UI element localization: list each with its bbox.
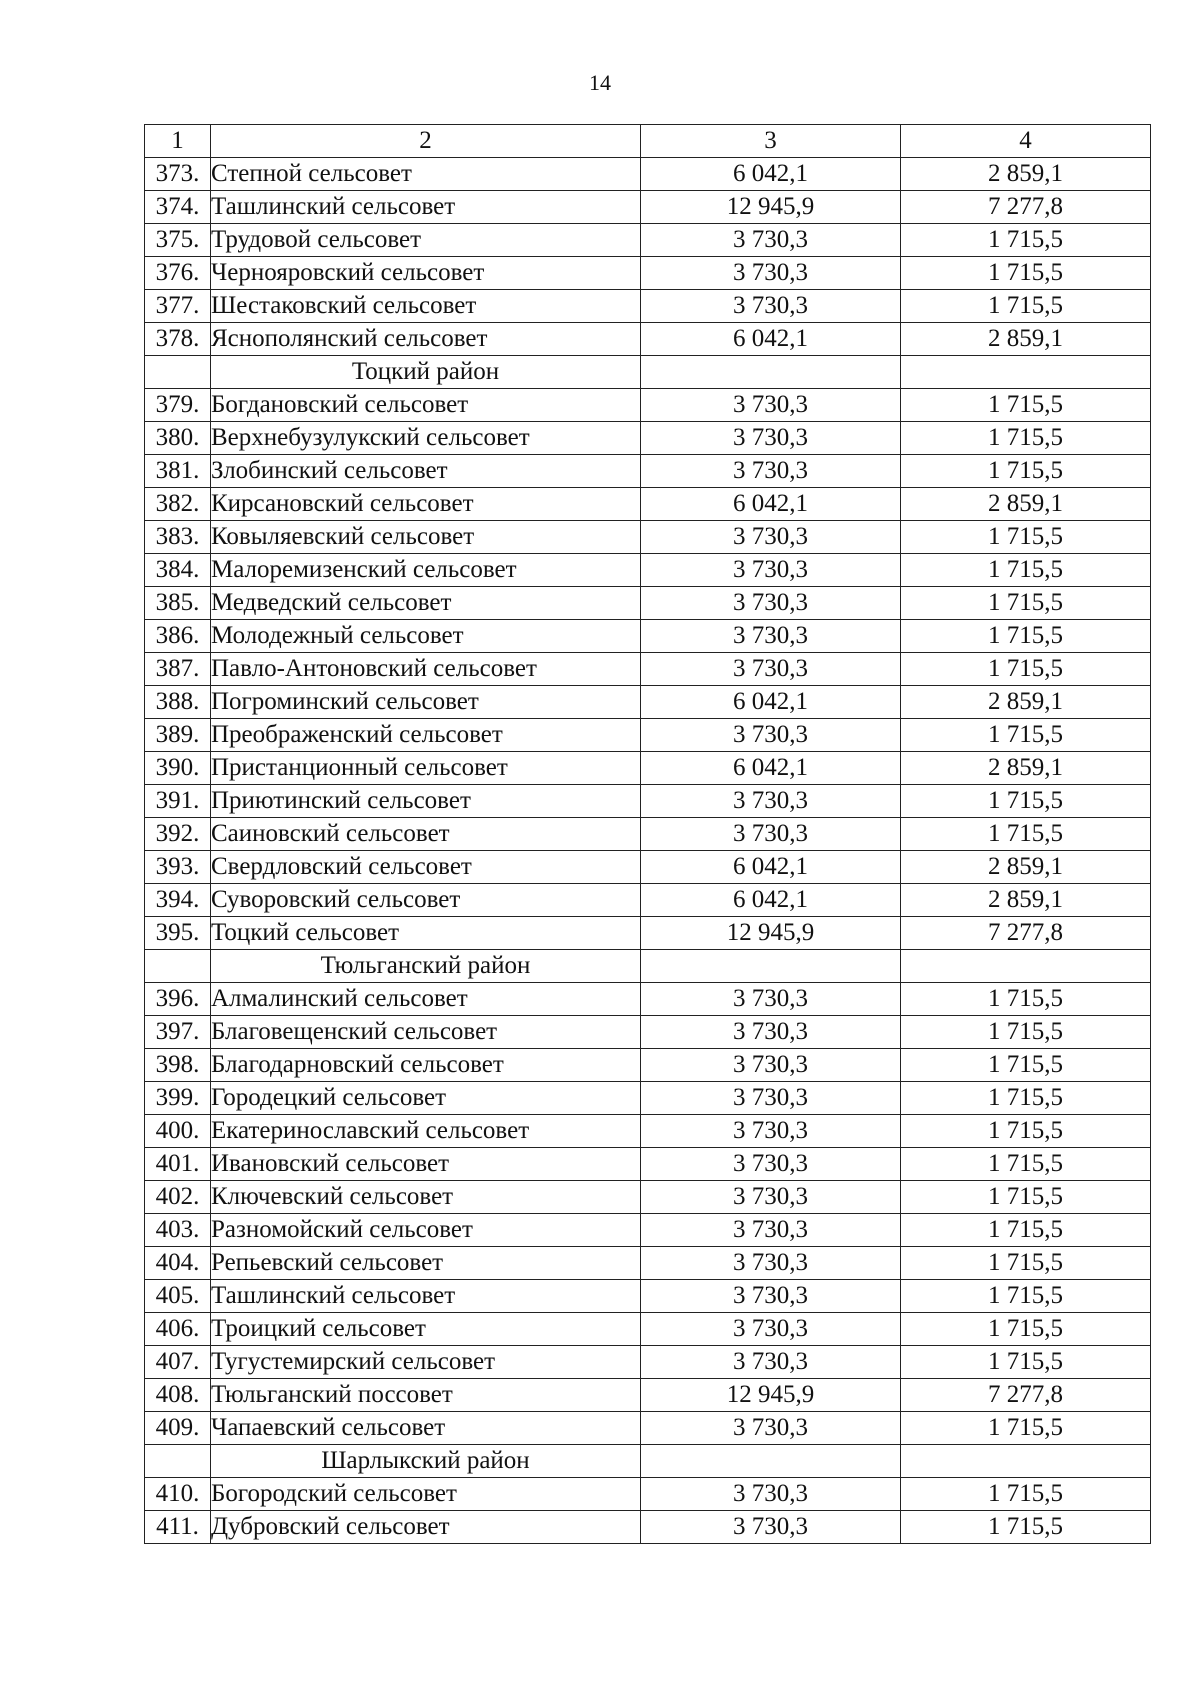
table-row (145, 554, 1151, 587)
value-column-3: 3 730,3 (641, 1313, 901, 1346)
table-row (145, 191, 1151, 224)
row-number: 398. (145, 1049, 211, 1082)
row-number: 381. (145, 455, 211, 488)
settlement-name: Ивановский сельсовет (211, 1148, 641, 1181)
value-column-3: 3 730,3 (641, 1478, 901, 1511)
table-row (145, 1478, 1151, 1511)
row-number: 388. (145, 686, 211, 719)
row-number: 393. (145, 851, 211, 884)
value-column-4: 1 715,5 (901, 785, 1151, 818)
value-column-3: 6 042,1 (641, 851, 901, 884)
district-empty-cell (145, 356, 211, 389)
value-column-3: 3 730,3 (641, 983, 901, 1016)
table-row (145, 224, 1151, 257)
row-number: 386. (145, 620, 211, 653)
table-row (145, 257, 1151, 290)
settlement-name: Трудовой сельсовет (211, 224, 641, 257)
value-column-3: 3 730,3 (641, 224, 901, 257)
value-column-3: 3 730,3 (641, 1049, 901, 1082)
district-name: Тоцкий район (211, 356, 641, 389)
row-number: 389. (145, 719, 211, 752)
value-column-3: 3 730,3 (641, 389, 901, 422)
value-column-4: 2 859,1 (901, 752, 1151, 785)
settlement-name: Троицкий сельсовет (211, 1313, 641, 1346)
row-number: 375. (145, 224, 211, 257)
value-column-4: 1 715,5 (901, 983, 1151, 1016)
settlement-name: Чапаевский сельсовет (211, 1412, 641, 1445)
row-number: 396. (145, 983, 211, 1016)
page-number: 14 (589, 70, 611, 95)
table-row (145, 1511, 1151, 1544)
table-row (145, 1082, 1151, 1115)
value-column-3: 3 730,3 (641, 257, 901, 290)
row-number: 405. (145, 1280, 211, 1313)
value-column-3: 12 945,9 (641, 1379, 901, 1412)
header-cell-3: 3 (641, 125, 901, 158)
table-row (145, 1214, 1151, 1247)
settlement-name: Ташлинский сельсовет (211, 1280, 641, 1313)
value-column-3: 3 730,3 (641, 1148, 901, 1181)
value-column-4: 1 715,5 (901, 1313, 1151, 1346)
row-number: 410. (145, 1478, 211, 1511)
value-column-3: 3 730,3 (641, 1082, 901, 1115)
value-column-4: 1 715,5 (901, 587, 1151, 620)
table-row (145, 851, 1151, 884)
table-row (145, 1181, 1151, 1214)
value-column-3: 3 730,3 (641, 719, 901, 752)
row-number: 385. (145, 587, 211, 620)
value-column-4: 1 715,5 (901, 290, 1151, 323)
district-empty-cell (901, 356, 1151, 389)
settlement-name: Тоцкий сельсовет (211, 917, 641, 950)
data-table (144, 124, 1151, 1544)
table-row (145, 1379, 1151, 1412)
value-column-4: 1 715,5 (901, 818, 1151, 851)
table-row (145, 884, 1151, 917)
settlement-name: Суворовский сельсовет (211, 884, 641, 917)
value-column-3: 3 730,3 (641, 422, 901, 455)
value-column-4: 1 715,5 (901, 455, 1151, 488)
settlement-name: Свердловский сельсовет (211, 851, 641, 884)
settlement-name: Чернояровский сельсовет (211, 257, 641, 290)
value-column-3: 3 730,3 (641, 1280, 901, 1313)
table-row (145, 1313, 1151, 1346)
value-column-4: 1 715,5 (901, 1115, 1151, 1148)
row-number: 377. (145, 290, 211, 323)
settlement-name: Малоремизенский сельсовет (211, 554, 641, 587)
row-number: 411. (145, 1511, 211, 1544)
value-column-4: 1 715,5 (901, 1181, 1151, 1214)
district-name: Шарлыкский район (211, 1445, 641, 1478)
table-row (145, 686, 1151, 719)
value-column-3: 6 042,1 (641, 488, 901, 521)
value-column-4: 1 715,5 (901, 1148, 1151, 1181)
value-column-3: 3 730,3 (641, 1115, 901, 1148)
district-empty-cell (641, 950, 901, 983)
table-row (145, 488, 1151, 521)
value-column-4: 2 859,1 (901, 851, 1151, 884)
table-row (145, 818, 1151, 851)
settlement-name: Злобинский сельсовет (211, 455, 641, 488)
value-column-3: 3 730,3 (641, 1346, 901, 1379)
settlement-name: Ключевский сельсовет (211, 1181, 641, 1214)
value-column-4: 1 715,5 (901, 1346, 1151, 1379)
value-column-3: 3 730,3 (641, 290, 901, 323)
settlement-name: Богдановский сельсовет (211, 389, 641, 422)
table-row (145, 323, 1151, 356)
value-column-3: 3 730,3 (641, 587, 901, 620)
table-row (145, 521, 1151, 554)
settlement-name: Ташлинский сельсовет (211, 191, 641, 224)
value-column-4: 1 715,5 (901, 1247, 1151, 1280)
row-number: 382. (145, 488, 211, 521)
row-number: 376. (145, 257, 211, 290)
settlement-name: Ковыляевский сельсовет (211, 521, 641, 554)
district-row (145, 356, 1151, 389)
value-column-4: 1 715,5 (901, 224, 1151, 257)
value-column-3: 3 730,3 (641, 653, 901, 686)
table-row (145, 455, 1151, 488)
settlement-name: Тюльганский поссовет (211, 1379, 641, 1412)
row-number: 400. (145, 1115, 211, 1148)
settlement-name: Алмалинский сельсовет (211, 983, 641, 1016)
row-number: 373. (145, 158, 211, 191)
row-number: 383. (145, 521, 211, 554)
row-number: 406. (145, 1313, 211, 1346)
settlement-name: Екатеринославский сельсовет (211, 1115, 641, 1148)
settlement-name: Шестаковский сельсовет (211, 290, 641, 323)
row-number: 401. (145, 1148, 211, 1181)
settlement-name: Преображенский сельсовет (211, 719, 641, 752)
value-column-3: 3 730,3 (641, 1412, 901, 1445)
table-row (145, 752, 1151, 785)
table-row (145, 620, 1151, 653)
row-number: 408. (145, 1379, 211, 1412)
value-column-4: 7 277,8 (901, 191, 1151, 224)
settlement-name: Степной сельсовет (211, 158, 641, 191)
value-column-4: 1 715,5 (901, 653, 1151, 686)
settlement-name: Благовещенский сельсовет (211, 1016, 641, 1049)
table-row (145, 290, 1151, 323)
value-column-4: 1 715,5 (901, 1214, 1151, 1247)
row-number: 392. (145, 818, 211, 851)
value-column-3: 12 945,9 (641, 191, 901, 224)
value-column-4: 1 715,5 (901, 422, 1151, 455)
settlement-name: Тугустемирский сельсовет (211, 1346, 641, 1379)
value-column-4: 1 715,5 (901, 719, 1151, 752)
row-number: 378. (145, 323, 211, 356)
value-column-4: 1 715,5 (901, 1280, 1151, 1313)
value-column-4: 1 715,5 (901, 1082, 1151, 1115)
settlement-name: Медведский сельсовет (211, 587, 641, 620)
table-row (145, 1016, 1151, 1049)
value-column-4: 1 715,5 (901, 521, 1151, 554)
settlement-name: Приютинский сельсовет (211, 785, 641, 818)
table-row (145, 785, 1151, 818)
value-column-4: 2 859,1 (901, 158, 1151, 191)
row-number: 380. (145, 422, 211, 455)
value-column-4: 1 715,5 (901, 1478, 1151, 1511)
value-column-3: 6 042,1 (641, 752, 901, 785)
settlement-name: Репьевский сельсовет (211, 1247, 641, 1280)
row-number: 409. (145, 1412, 211, 1445)
row-number: 379. (145, 389, 211, 422)
value-column-4: 2 859,1 (901, 884, 1151, 917)
row-number: 390. (145, 752, 211, 785)
value-column-3: 3 730,3 (641, 554, 901, 587)
row-number: 395. (145, 917, 211, 950)
row-number: 402. (145, 1181, 211, 1214)
settlement-name: Погроминский сельсовет (211, 686, 641, 719)
value-column-4: 1 715,5 (901, 1412, 1151, 1445)
value-column-4: 1 715,5 (901, 1049, 1151, 1082)
table-body (145, 125, 1151, 1544)
district-name: Тюльганский район (211, 950, 641, 983)
table-row (145, 422, 1151, 455)
value-column-3: 3 730,3 (641, 455, 901, 488)
settlement-name: Яснополянский сельсовет (211, 323, 641, 356)
value-column-3: 3 730,3 (641, 521, 901, 554)
value-column-3: 6 042,1 (641, 884, 901, 917)
district-row (145, 950, 1151, 983)
district-empty-cell (641, 1445, 901, 1478)
row-number: 387. (145, 653, 211, 686)
value-column-3: 6 042,1 (641, 158, 901, 191)
row-number: 374. (145, 191, 211, 224)
row-number: 391. (145, 785, 211, 818)
row-number: 404. (145, 1247, 211, 1280)
table-row (145, 1346, 1151, 1379)
value-column-4: 7 277,8 (901, 1379, 1151, 1412)
settlement-name: Дубровский сельсовет (211, 1511, 641, 1544)
table-row (145, 983, 1151, 1016)
value-column-3: 3 730,3 (641, 1511, 901, 1544)
table-row (145, 1115, 1151, 1148)
table-row (145, 917, 1151, 950)
value-column-3: 12 945,9 (641, 917, 901, 950)
value-column-4: 1 715,5 (901, 1511, 1151, 1544)
table-row (145, 1049, 1151, 1082)
district-row (145, 1445, 1151, 1478)
table-row (145, 719, 1151, 752)
row-number: 384. (145, 554, 211, 587)
row-number: 394. (145, 884, 211, 917)
value-column-4: 7 277,8 (901, 917, 1151, 950)
value-column-3: 3 730,3 (641, 1214, 901, 1247)
value-column-3: 3 730,3 (641, 1181, 901, 1214)
table-row (145, 653, 1151, 686)
table-row (145, 1280, 1151, 1313)
table-row (145, 389, 1151, 422)
settlement-name: Молодежный сельсовет (211, 620, 641, 653)
value-column-3: 3 730,3 (641, 620, 901, 653)
row-number: 403. (145, 1214, 211, 1247)
settlement-name: Верхнебузулукский сельсовет (211, 422, 641, 455)
value-column-3: 3 730,3 (641, 1016, 901, 1049)
row-number: 407. (145, 1346, 211, 1379)
table-header-row (145, 125, 1151, 158)
settlement-name: Разномойский сельсовет (211, 1214, 641, 1247)
district-empty-cell (641, 356, 901, 389)
value-column-3: 3 730,3 (641, 1247, 901, 1280)
value-column-4: 1 715,5 (901, 257, 1151, 290)
settlement-name: Кирсановский сельсовет (211, 488, 641, 521)
settlement-name: Саиновский сельсовет (211, 818, 641, 851)
settlement-name: Богородский сельсовет (211, 1478, 641, 1511)
row-number: 399. (145, 1082, 211, 1115)
value-column-3: 3 730,3 (641, 785, 901, 818)
header-cell-2: 2 (211, 125, 641, 158)
value-column-4: 1 715,5 (901, 1016, 1151, 1049)
settlement-name: Павло-Антоновский сельсовет (211, 653, 641, 686)
value-column-4: 2 859,1 (901, 323, 1151, 356)
settlement-name: Благодарновский сельсовет (211, 1049, 641, 1082)
value-column-3: 3 730,3 (641, 818, 901, 851)
value-column-4: 1 715,5 (901, 620, 1151, 653)
value-column-4: 2 859,1 (901, 488, 1151, 521)
district-empty-cell (901, 950, 1151, 983)
header-cell-1: 1 (145, 125, 211, 158)
table-row (145, 587, 1151, 620)
value-column-4: 1 715,5 (901, 554, 1151, 587)
row-number: 397. (145, 1016, 211, 1049)
value-column-3: 6 042,1 (641, 686, 901, 719)
table-row (145, 1247, 1151, 1280)
district-empty-cell (145, 950, 211, 983)
district-empty-cell (901, 1445, 1151, 1478)
settlement-name: Пристанционный сельсовет (211, 752, 641, 785)
header-cell-4: 4 (901, 125, 1151, 158)
value-column-4: 2 859,1 (901, 686, 1151, 719)
table-row (145, 158, 1151, 191)
value-column-3: 6 042,1 (641, 323, 901, 356)
table-row (145, 1148, 1151, 1181)
settlement-name: Городецкий сельсовет (211, 1082, 641, 1115)
district-empty-cell (145, 1445, 211, 1478)
value-column-4: 1 715,5 (901, 389, 1151, 422)
table-row (145, 1412, 1151, 1445)
